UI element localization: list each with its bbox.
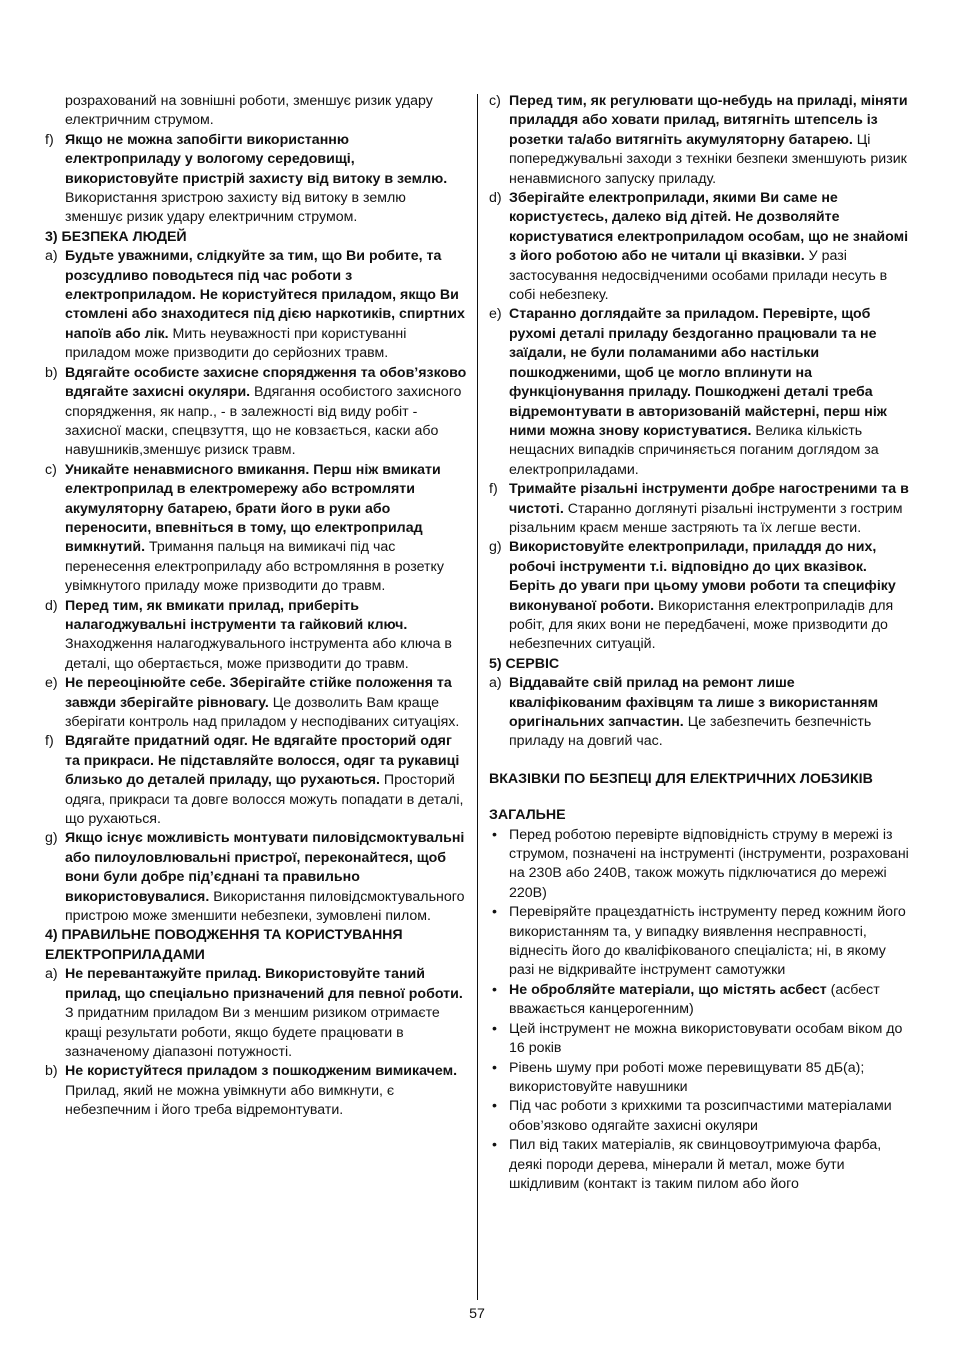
right-column <box>489 92 910 1194</box>
section-heading-personal-safety: 3) БЕЗПЕКА ЛЮДЕЙ <box>45 228 187 245</box>
section-heading-general: ЗАГАЛЬНЕ <box>489 807 566 824</box>
item-bold-text: Будьте уважними, слідкуйте за тим, що Ви робите, та розсудливо поводьтеся під час роботи з електроприладом. Не користуйтеся приладом, якщо Ви стомлені або знаходитеся під дією наркотиків, спиртних напоїв або лік. <box>65 248 465 342</box>
item-text: З придатним приладом Ви з меншим ризиком отримаєте кращі результати роботи, якщо будете працювати в зазначеному діапазоні потужності. <box>65 1005 440 1060</box>
bullet-body <box>509 1097 910 1136</box>
item-bold-text: Якщо існує можливість монтувати пиловідсмоктувальні або пилоуловлювальні пристрої, переконайтеся, щоб вони були добре під’єднані та правильно використовувалися. <box>65 830 465 905</box>
bullet-icon: • <box>492 1098 497 1115</box>
item-text: Тримання пальця на вимикачі під час перенесення електроприладу або встромляння в розетку увімкнутого приладу може призводити до травм. <box>65 539 445 595</box>
bullet-text: Перевіряйте працездатність інструменту перед кожним його використанням та, у випадку виявлення несправності, віднесіть його до кваліфікованого спеціаліста; ні, в якому разі не відкривайте інструмент самотужки <box>509 904 906 979</box>
bullet-body <box>509 981 910 1020</box>
service-list <box>489 674 910 752</box>
bullet-body <box>509 1059 910 1098</box>
item-marker: f) <box>45 131 54 148</box>
bullet-icon: • <box>492 981 497 998</box>
bullet-icon: • <box>492 1059 497 1076</box>
item-body <box>65 247 467 363</box>
left-column <box>45 92 467 1121</box>
item-body <box>65 732 467 829</box>
item-body <box>65 597 467 675</box>
item-body <box>65 829 467 926</box>
item-text: Велика кількість нещасних випадків спричиняється поганим доглядом за електроприладами. <box>509 422 879 478</box>
bullet-text: Цей інструмент не можна використовувати особам віком до 16 років <box>509 1020 903 1057</box>
list-item <box>45 965 467 1062</box>
list-item-f-moisture <box>45 131 467 228</box>
item-bold-text: Перед тим, як вмикати прилад, приберіть налагоджувальні інструменти та гайковий ключ. <box>65 597 408 633</box>
bullet-body <box>509 1020 910 1059</box>
list-item <box>45 1062 467 1120</box>
item-text: Знаходження налагоджувального інструмента або ключа в деталі, що обертається, може призводити до травм. <box>65 636 452 672</box>
item-body <box>509 189 910 305</box>
column-divider <box>477 94 478 1300</box>
bullet-icon: • <box>492 904 497 921</box>
list-item <box>45 732 467 829</box>
item-marker: b) <box>45 1063 58 1080</box>
item-marker: d) <box>489 190 502 207</box>
list-item <box>489 538 910 654</box>
item-text: Використання пиловідсмоктувального пристрою може зменшити небезпеки, зумовлені пилом. <box>65 888 465 925</box>
bullet-item <box>489 903 910 981</box>
list-item <box>45 597 467 675</box>
item-body <box>509 305 910 480</box>
bullet-body <box>509 903 910 981</box>
item-bold-text: Віддавайте свій прилад на ремонт лише кваліфікованим фахівцям та лише з використанням оригінальних запчастин. <box>509 675 879 730</box>
item-bold-text: Не переоцінюйте себе. Зберігайте стійке положення та завжди зберігайте рівновагу. <box>65 675 452 711</box>
item-text: Мить неуважності при користуванні приладом може призводити до серйозних травм. <box>65 325 407 362</box>
item-marker: c) <box>489 93 501 109</box>
item-body <box>65 674 467 732</box>
bullet-item <box>489 1020 910 1059</box>
list-item <box>489 480 910 538</box>
section-heading-tool-use: 4) ПРАВИЛЬНЕ ПОВОДЖЕННЯ ТА КОРИСТУВАННЯ ЕЛЕКТРОПРИЛАДАМИ <box>45 927 403 963</box>
item-bold-text: Уникайте ненавмисного вмикання. Перш ніж вмикати електроприлад в електромережу або встромляти акумуляторну батарею, брати його в руки або переносити, впевніться в тому, що електроприлад вимкнутий. <box>65 461 441 556</box>
item-marker: c) <box>45 461 57 478</box>
list-item <box>489 189 910 305</box>
list-item <box>45 674 467 732</box>
item-marker: e) <box>45 675 58 692</box>
item-bold-text: Якщо не можна запобігти використанню електроприладу у вологому середовищі, використовуйте пристрій захисту від витоку в землю. <box>65 131 448 187</box>
list-item <box>45 364 467 461</box>
item-marker: g) <box>45 830 58 847</box>
item-marker: d) <box>45 597 58 614</box>
bullet-item <box>489 1059 910 1098</box>
item-bold-text: Зберігайте електроприлади, якими Ви саме не користуєтесь, далеко від дітей. Не дозволяйте користуватися електроприладом особам, що не знайомі з його роботою або не читали ці вказівки. <box>509 190 909 265</box>
intro-text: розрахований на зовнішні роботи, зменшує ризик удару електричним струмом. <box>65 93 433 129</box>
bullet-bold-text: Не обробляйте матеріали, що містять асбест <box>509 981 827 998</box>
bullet-item <box>489 981 910 1020</box>
bullet-icon: • <box>492 826 497 843</box>
item-text: Використання електроприладів для робіт, для яких вони не передбачені, може призводити до небезпечних ситуацій. <box>509 597 894 653</box>
tool-use-list-continued <box>489 92 910 655</box>
item-bold-text: Старанно доглядайте за приладом. Перевірте, щоб рухомі деталі приладу бездоганно працювали та не заїдали, не були поламаними або настільки пошкодженими, щоб це могло вплинути на функціонування приладу. Пошкоджені деталі треба відремонтувати в авторизованій майстерні, перш ніж ними можна знову користуватися. <box>509 306 887 439</box>
bullet-item <box>489 1136 910 1194</box>
item-bold-text: Вдягайте придатний одяг. Не вдягайте просторий одяг та прикраси. Не підставляйте волосся, одяг та рукавиці близько до деталей приладу, що рухаються. <box>65 733 460 789</box>
item-bold-text: Перед тим, як регулювати що-небудь на приладі, міняти приладдя або ховати прилад, витягніть штепсель із розетки та/або витягніть акумуляторну батарею. <box>509 93 908 148</box>
item-marker: a) <box>489 675 502 692</box>
bullet-icon: • <box>492 1020 497 1037</box>
item-marker: e) <box>489 306 502 323</box>
item-marker: f) <box>489 481 498 498</box>
item-text: Вдягання особистого захисного спорядження, як напр., - в залежності від виду робіт - захисної маски, спецвзуття, що не ковзається, каски або навушників,зменшує ризиск травм. <box>65 384 462 459</box>
bullet-text: Пил від таких матеріалів, як свинцовоутримуюча фарба, деякі породи дерева, мінерали й метал, може бути шкідливим (контакт із таким пилом або його <box>509 1137 882 1192</box>
list-item <box>45 829 467 926</box>
item-bold-text: Не перевантажуйте прилад. Використовуйте таний прилад, що спеціально призначений для певної роботи. <box>65 966 463 1002</box>
item-body <box>509 674 910 752</box>
item-body <box>509 480 910 538</box>
item-body <box>65 965 467 1062</box>
general-bullet-list <box>489 826 910 1195</box>
item-text: Це дозволить Вам краще зберігати контроль над приладом у несподіваних ситуаціях. <box>65 694 460 730</box>
bullet-item <box>489 1097 910 1136</box>
item-text: Використання зристрою захисту від витоку в землю зменшує ризик удару електричним струмом. <box>65 190 406 226</box>
list-item <box>45 461 467 597</box>
item-text: Просторий одяга, прикраси та довге волосся можуть попадати в деталі, що рухаються. <box>65 772 464 828</box>
bullet-text: Під час роботи з крихкими та розсипчастими матеріалами обов’язково одягайте захисні окуляри <box>509 1098 892 1134</box>
item-bold-text: Тримайте різальні інструменти добре нагостреними та в чистоті. <box>509 481 909 517</box>
section-heading-jigsaw-safety: ВКАЗІВКИ ПО БЕЗПЕЦІ ДЛЯ ЕЛЕКТРИЧНИХ ЛОБЗИКІВ <box>489 770 873 787</box>
list-item <box>489 305 910 480</box>
bullet-icon: • <box>492 1137 497 1154</box>
tool-use-list <box>45 965 467 1120</box>
personal-safety-list <box>45 247 467 926</box>
item-body <box>65 1062 467 1120</box>
item-marker: a) <box>45 248 58 265</box>
bullet-item <box>489 826 910 904</box>
bullet-text: Рівень шуму при роботі може перевищувати 85 дБ(а); використовуйте навушники <box>509 1059 865 1095</box>
item-body <box>65 131 467 228</box>
item-text: Прилад, який не можна увімкнути або вимкнути, є небезпечним і його треба відремонтувати. <box>65 1082 395 1119</box>
bullet-text: (асбест вважається канцерогенним) <box>509 981 880 1018</box>
list-item <box>45 247 467 363</box>
list-item <box>489 674 910 752</box>
item-body <box>509 92 910 189</box>
item-body <box>65 364 467 461</box>
item-bold-text: Не користуйтеся приладом з пошкодженим вимикачем. <box>65 1063 458 1080</box>
item-body <box>65 461 467 597</box>
bullet-body <box>509 1136 910 1194</box>
item-text: У разі застосування недосвідченими особами прилади несуть в собі небезпеку. <box>509 248 888 304</box>
item-text: Це забезпечить безпечність приладу на довгий час. <box>509 714 872 750</box>
list-item <box>489 92 910 189</box>
page-number: 57 <box>469 1306 485 1322</box>
bullet-body <box>509 826 910 904</box>
bullet-text: Перед роботою перевірте відповідність струму в мережі із струмом, позначені на інструменті (інструменти, розраховані на 230В або 240В, також можуть підключатися до мережі 220В) <box>509 826 909 901</box>
item-marker: a) <box>45 966 58 983</box>
item-text: Старанно доглянуті різальні інструменти з гострим різальним краєм менше застряють та їх легше вести. <box>509 500 903 536</box>
item-bold-text: Вдягайте особисте захисне спорядження та обов’язково вдягайте захисні окуляри. <box>65 364 467 401</box>
item-bold-text: Використовуйте електроприлади, приладдя до них, робочі інструменти т.і. відповідно до цих вказівок. Беріть до уваги при цьому умови роботи та специфіку виконуваної роботи. <box>509 539 896 614</box>
item-marker: f) <box>45 733 54 750</box>
item-body <box>509 538 910 654</box>
item-text: Ці попереджувальні заходи з техніки безпеки зменшують ризик ненавмисного запуску приладу. <box>509 131 907 187</box>
item-marker: b) <box>45 364 58 381</box>
section-heading-service: 5) СЕРВІС <box>489 655 560 672</box>
item-marker: g) <box>489 539 502 556</box>
